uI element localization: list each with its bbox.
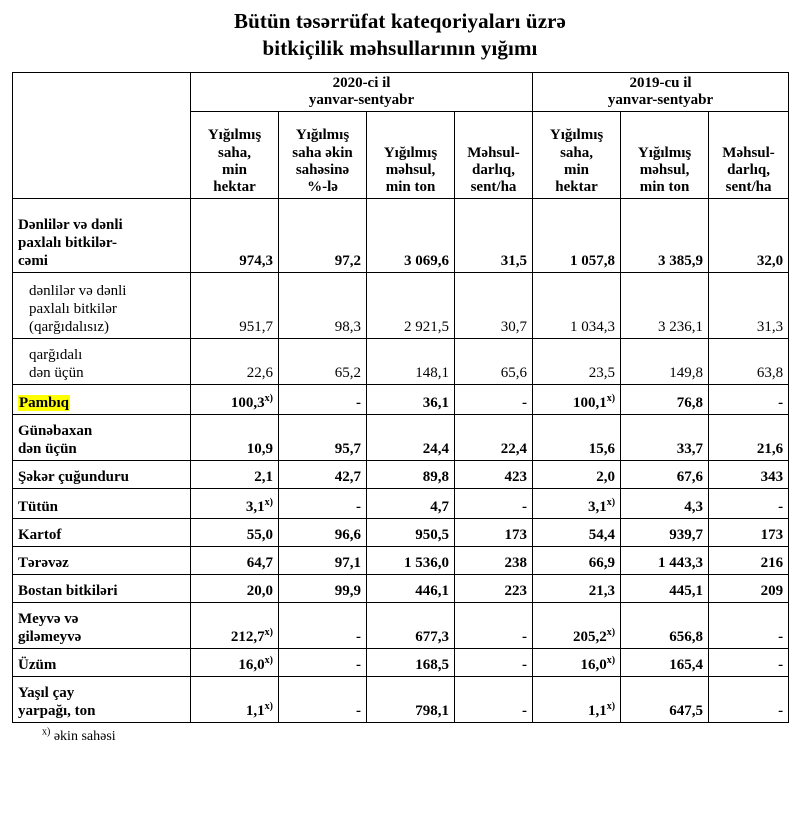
- table-row: [13, 575, 789, 603]
- cell-value: 165,4: [621, 649, 709, 677]
- cell-value: 96,6: [279, 519, 367, 547]
- cell-value: 22,6: [191, 339, 279, 385]
- cell-value: 212,7$^{x)}$: [191, 603, 279, 649]
- footnote-text: əkin sahəsi: [53, 729, 116, 745]
- table-footnote: [12, 723, 788, 745]
- cell-value: 3,1$^{x)}$: [191, 489, 279, 519]
- cell-value: 32,0: [709, 199, 789, 273]
- cell-value: 2 921,5: [367, 273, 455, 339]
- cell-value: 3 236,1: [621, 273, 709, 339]
- cell-value: 423: [455, 461, 533, 489]
- footnote-marker: x): [606, 627, 616, 639]
- cell-value: 20,0: [191, 575, 279, 603]
- cell-value: 16,0$^{x)}$: [533, 649, 621, 677]
- cell-value: 76,8: [621, 385, 709, 415]
- group-header-2019-period: yanvar-sentyabr: [607, 92, 714, 108]
- cell-value: 677,3: [367, 603, 455, 649]
- group-header-2020-year: 2020-ci il: [332, 74, 391, 91]
- cell-value: 2,0: [533, 461, 621, 489]
- cell-value: 223: [455, 575, 533, 603]
- cell-value: 656,8: [621, 603, 709, 649]
- footnote-marker: x): [42, 726, 51, 738]
- cell-value: 98,3: [279, 273, 367, 339]
- cell-value: 31,3: [709, 273, 789, 339]
- cell-value: 42,7: [279, 461, 367, 489]
- cell-value: 446,1: [367, 575, 455, 603]
- table-row: [13, 199, 789, 273]
- footnote-marker: x): [264, 497, 273, 509]
- cell-value: 209: [709, 575, 789, 603]
- cell-value: 4,7: [367, 489, 455, 519]
- cell-value: 55,0: [191, 519, 279, 547]
- cell-value: 89,8: [367, 461, 455, 489]
- table-row: [13, 677, 789, 723]
- cell-value: -: [279, 603, 367, 649]
- table-row: [13, 649, 789, 677]
- cell-value: 173: [455, 519, 533, 547]
- page-title-line1: Bütün təsərrüfat kateqoriyaları üzrə: [234, 9, 566, 33]
- cell-value: 16,0$^{x)}$: [191, 649, 279, 677]
- cell-value: 66,9: [533, 547, 621, 575]
- column-header-output-2019: Yığılmış məhsul, min ton: [621, 112, 709, 199]
- cell-value: 33,7: [621, 415, 709, 461]
- cell-value: -: [709, 677, 789, 723]
- cell-value: 1,1$^{x)}$: [533, 677, 621, 723]
- cell-value: 974,3: [191, 199, 279, 273]
- cell-value: 99,9: [279, 575, 367, 603]
- cell-value: -: [709, 603, 789, 649]
- corner-cell: [13, 72, 191, 199]
- cell-value: 148,1: [367, 339, 455, 385]
- highlighted-row-label: Pambıq: [19, 395, 70, 412]
- cell-value: 2,1: [191, 461, 279, 489]
- cell-value: 22,4: [455, 415, 533, 461]
- cell-value: -: [455, 385, 533, 415]
- cell-value: 4,3: [621, 489, 709, 519]
- cell-value: 3 069,6: [367, 199, 455, 273]
- table-row: [13, 339, 789, 385]
- crop-harvest-table: [12, 72, 789, 724]
- footnote-marker: x): [264, 701, 273, 713]
- row-label: qarğıdalı dən üçün: [13, 339, 191, 385]
- cell-value: 445,1: [621, 575, 709, 603]
- row-label: Dənlilər və dənli paxlalı bitkilər- cəmi: [13, 199, 191, 273]
- group-header-2020: [191, 72, 533, 112]
- cell-value: 97,2: [279, 199, 367, 273]
- cell-value: -: [455, 603, 533, 649]
- cell-value: -: [709, 385, 789, 415]
- footnote-marker: x): [606, 393, 616, 405]
- column-header-harvested-area-2020: Yığılmış saha, min hektar: [191, 112, 279, 199]
- cell-value: 100,3$^{x)}$: [191, 385, 279, 415]
- cell-value: 64,7: [191, 547, 279, 575]
- cell-value: 343: [709, 461, 789, 489]
- footnote-marker: x): [264, 393, 273, 405]
- cell-value: 939,7: [621, 519, 709, 547]
- cell-value: 97,1: [279, 547, 367, 575]
- cell-value: -: [455, 489, 533, 519]
- cell-value: 149,8: [621, 339, 709, 385]
- cell-value: 31,5: [455, 199, 533, 273]
- row-label: Kartof: [13, 519, 191, 547]
- column-header-area-percent-2020: Yığılmış saha əkin sahəsinə %-lə: [279, 112, 367, 199]
- cell-value: 21,6: [709, 415, 789, 461]
- cell-value: 951,7: [191, 273, 279, 339]
- cell-value: 65,2: [279, 339, 367, 385]
- cell-value: 65,6: [455, 339, 533, 385]
- footnote-marker: x): [606, 655, 616, 667]
- row-label: Tütün: [13, 489, 191, 519]
- row-label: Üzüm: [13, 649, 191, 677]
- cell-value: -: [455, 649, 533, 677]
- column-header-yield-2019: Məhsul- darlıq, sent/ha: [709, 112, 789, 199]
- cell-value: 23,5: [533, 339, 621, 385]
- cell-value: 15,6: [533, 415, 621, 461]
- table-row: [13, 489, 789, 519]
- table-row: [13, 415, 789, 461]
- cell-value: -: [709, 489, 789, 519]
- cell-value: 95,7: [279, 415, 367, 461]
- table-row: [13, 519, 789, 547]
- cell-value: 36,1: [367, 385, 455, 415]
- cell-value: 1,1$^{x)}$: [191, 677, 279, 723]
- footnote-marker: x): [264, 655, 273, 667]
- cell-value: -: [709, 649, 789, 677]
- row-label: Bostan bitkiləri: [13, 575, 191, 603]
- cell-value: 100,1$^{x)}$: [533, 385, 621, 415]
- cell-value: 10,9: [191, 415, 279, 461]
- row-label: Tərəvəz: [13, 547, 191, 575]
- cell-value: -: [279, 649, 367, 677]
- row-label: dənlilər və dənli paxlalı bitkilər (qarğıdalısız): [13, 273, 191, 339]
- footnote-marker: x): [606, 701, 616, 713]
- footnote-marker: x): [606, 497, 616, 509]
- cell-value: 3 385,9: [621, 199, 709, 273]
- table-row: [13, 385, 789, 415]
- cell-value: 216: [709, 547, 789, 575]
- cell-value: -: [455, 677, 533, 723]
- cell-value: 3,1$^{x)}$: [533, 489, 621, 519]
- cell-value: -: [279, 677, 367, 723]
- table-row: [13, 273, 789, 339]
- cell-value: 30,7: [455, 273, 533, 339]
- table-group-header-row: [13, 72, 789, 112]
- cell-value: 168,5: [367, 649, 455, 677]
- row-label: Günəbaxan dən üçün: [13, 415, 191, 461]
- row-label: Yaşıl çay yarpağı, ton: [13, 677, 191, 723]
- cell-value: 1 057,8: [533, 199, 621, 273]
- group-header-2019: [533, 72, 789, 112]
- page-title-line2: bitkiçilik məhsullarının yığımı: [262, 35, 538, 60]
- page-title: [12, 0, 788, 72]
- group-header-2020-period: yanvar-sentyabr: [308, 92, 415, 108]
- cell-value: 63,8: [709, 339, 789, 385]
- column-header-yield-2020: Məhsul- darlıq, sent/ha: [455, 112, 533, 199]
- cell-value: 1 536,0: [367, 547, 455, 575]
- cell-value: 173: [709, 519, 789, 547]
- cell-value: 647,5: [621, 677, 709, 723]
- cell-value: 798,1: [367, 677, 455, 723]
- footnote-marker: x): [264, 627, 273, 639]
- row-label: Meyvə və giləmeyvə: [13, 603, 191, 649]
- cell-value: 238: [455, 547, 533, 575]
- cell-value: 950,5: [367, 519, 455, 547]
- cell-value: 54,4: [533, 519, 621, 547]
- cell-value: 67,6: [621, 461, 709, 489]
- row-label: [13, 385, 191, 415]
- column-header-output-2020: Yığılmış məhsul, min ton: [367, 112, 455, 199]
- table-row: [13, 547, 789, 575]
- column-header-harvested-area-2019: Yığılmış saha, min hektar: [533, 112, 621, 199]
- cell-value: 205,2$^{x)}$: [533, 603, 621, 649]
- table-row: [13, 603, 789, 649]
- group-header-2019-year: 2019-cu il: [629, 74, 692, 91]
- table-row: [13, 461, 789, 489]
- row-label: Şəkər çuğunduru: [13, 461, 191, 489]
- cell-value: 21,3: [533, 575, 621, 603]
- cell-value: -: [279, 489, 367, 519]
- cell-value: 1 443,3: [621, 547, 709, 575]
- cell-value: 24,4: [367, 415, 455, 461]
- cell-value: 1 034,3: [533, 273, 621, 339]
- cell-value: -: [279, 385, 367, 415]
